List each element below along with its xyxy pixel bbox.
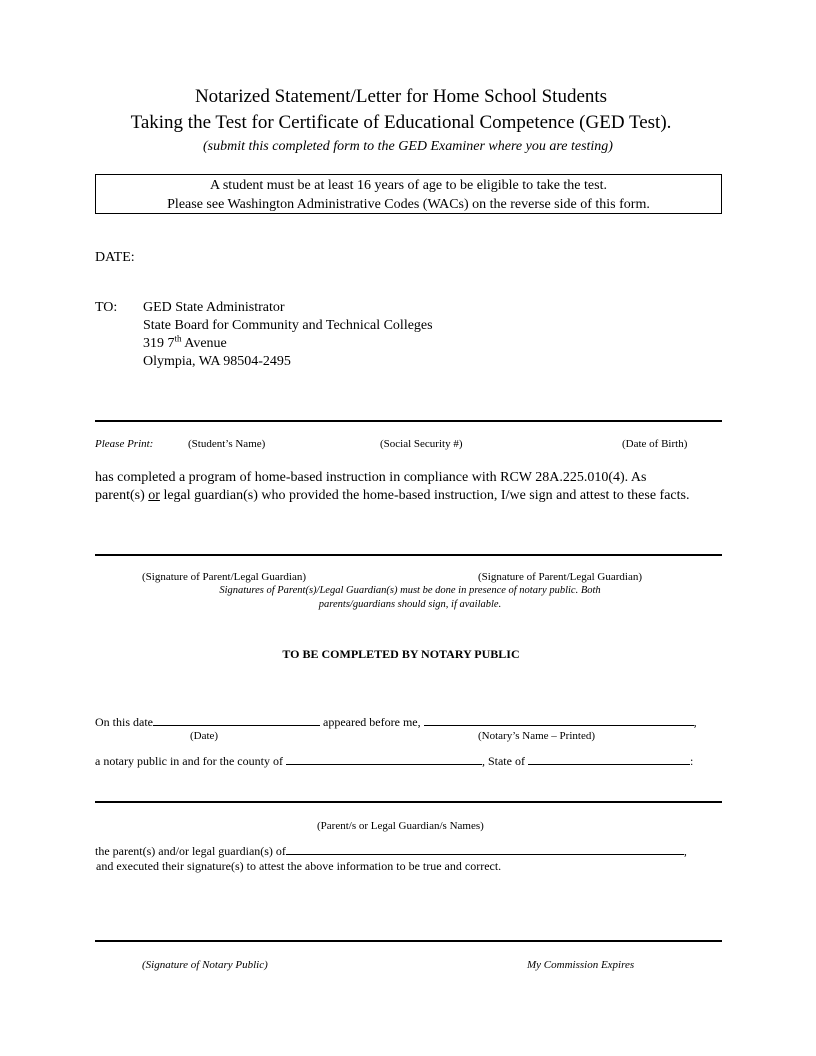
guardian-signature-note xyxy=(120,584,700,612)
please-print-label: Please Print: xyxy=(95,438,154,450)
ssn-label: (Social Security #) xyxy=(380,438,463,450)
statement-line2-end: legal guardian(s) who provided the home-based instruction, I/we sign and attest to these facts. xyxy=(159,488,690,503)
guardian-signature-label-2: (Signature of Parent/Legal Guardian) xyxy=(478,571,643,583)
date-field[interactable] xyxy=(153,714,320,726)
student-of-field[interactable] xyxy=(286,843,684,855)
dob-label: (Date of Birth) xyxy=(622,438,688,450)
county-label: a notary public in and for the county of xyxy=(95,754,286,768)
county-row-colon: : xyxy=(689,754,694,768)
or-emphasis: or xyxy=(148,488,160,503)
student-info-line[interactable] xyxy=(95,420,722,422)
signature-note-line1: Signatures of Parent(s)/Legal Guardian(s) must be done in presence of notary public. Both xyxy=(219,585,601,596)
notary-date-row xyxy=(95,714,697,730)
guardian-names-line[interactable] xyxy=(95,801,722,803)
notary-section-heading: TO BE COMPLETED BY NOTARY PUBLIC xyxy=(282,647,520,661)
county-field[interactable] xyxy=(286,753,482,765)
on-this-date-label: On this date xyxy=(95,715,153,729)
parents-of-label: the parent(s) and/or legal guardian(s) of xyxy=(95,844,286,858)
parents-of-row xyxy=(95,843,687,859)
address-ordinal: th xyxy=(174,333,182,344)
commission-expires-label: My Commission Expires xyxy=(527,959,635,971)
notary-signature-line[interactable] xyxy=(95,940,722,942)
state-field[interactable] xyxy=(528,753,690,765)
guardian-signature-label-1: (Signature of Parent/Legal Guardian) xyxy=(142,571,307,583)
parents-row-comma: , xyxy=(683,844,687,858)
executed-statement: and executed their signature(s) to attest the above information to be true and correct. xyxy=(96,859,502,873)
signature-note-line2: parents/guardians should sign, if available. xyxy=(318,599,502,610)
statement-line2-start: parent(s) xyxy=(95,488,149,503)
form-subtitle: (submit this completed form to the GED Examiner where you are testing) xyxy=(203,139,613,154)
statement-line2 xyxy=(95,487,735,505)
address-line4: Olympia, WA 98504-2495 xyxy=(143,354,291,369)
attestation-statement xyxy=(95,469,735,505)
guardian-names-label: (Parent/s or Legal Guardian/s Names) xyxy=(317,820,484,832)
address-line1: GED State Administrator xyxy=(143,300,285,315)
appeared-before-label: appeared before me, xyxy=(320,715,424,729)
address-street-number: 319 7 xyxy=(143,336,175,351)
notary-name-field-label: (Notary’s Name – Printed) xyxy=(478,730,595,742)
address-street-name: Avenue xyxy=(181,336,227,351)
address-line2: State Board for Community and Technical Colleges xyxy=(143,318,433,333)
date-field-label: (Date) xyxy=(190,730,219,742)
form-title-line1: Notarized Statement/Letter for Home School Students xyxy=(194,86,608,107)
guardian-signature-line[interactable] xyxy=(95,554,722,556)
student-name-label: (Student’s Name) xyxy=(188,438,266,450)
eligibility-notice-box xyxy=(95,174,722,214)
state-label: , State of xyxy=(481,754,528,768)
address-block xyxy=(143,299,433,371)
to-label: TO: xyxy=(95,300,118,315)
notary-row-comma: , xyxy=(693,715,697,729)
form-title-line2: Taking the Test for Certificate of Educational Competence (GED Test). xyxy=(130,112,672,133)
statement-line1: has completed a program of home-based instruction in compliance with RCW 28A.225.010(4). As xyxy=(95,470,647,485)
date-label: DATE: xyxy=(95,250,135,265)
notary-name-field[interactable] xyxy=(424,714,694,726)
county-row xyxy=(95,753,693,769)
notice-line2: Please see Washington Administrative Codes (WACs) on the reverse side of this form. xyxy=(167,197,650,212)
notary-signature-label: (Signature of Notary Public) xyxy=(142,959,268,971)
notice-line1: A student must be at least 16 years of age to be eligible to take the test. xyxy=(210,178,607,193)
address-line3 xyxy=(143,335,433,353)
